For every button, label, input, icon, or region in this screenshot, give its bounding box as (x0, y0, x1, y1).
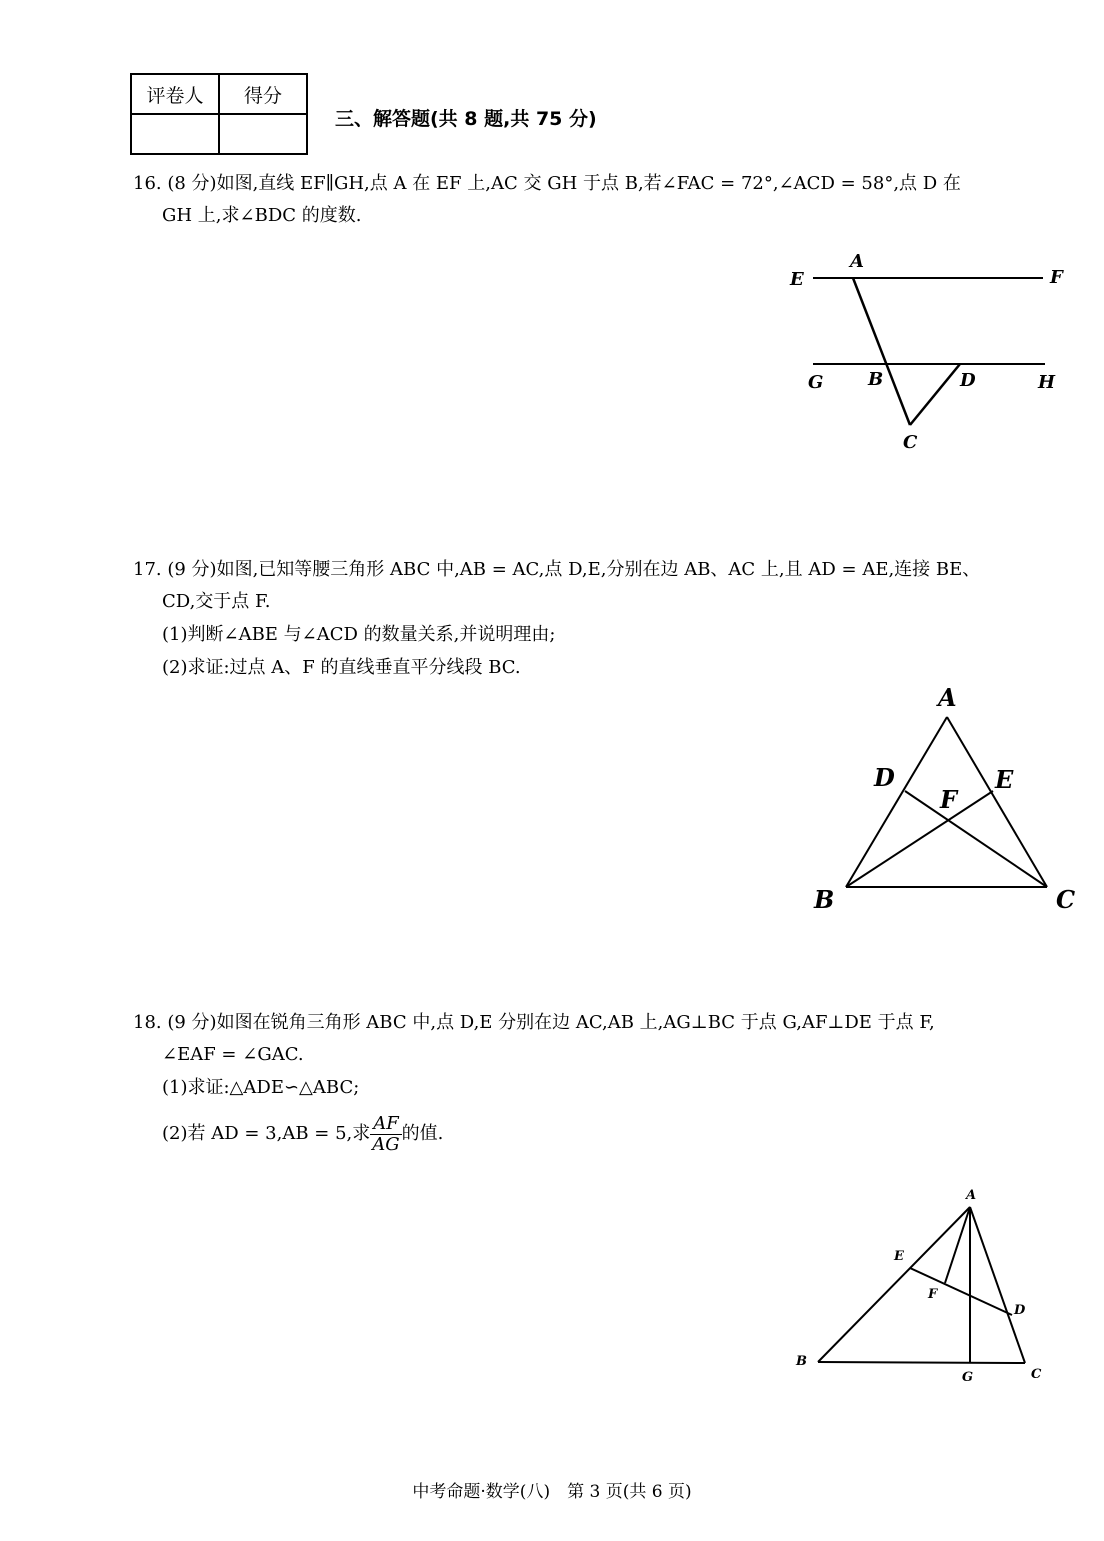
grader-label: 评卷人 (131, 74, 219, 114)
q18-line2: ∠EAF = ∠GAC. (162, 1044, 304, 1065)
label-D: D (960, 370, 976, 391)
label-G: G (962, 1370, 974, 1385)
label-E: E (995, 765, 1014, 794)
q18-part2 (162, 1112, 443, 1156)
q18-part2-suffix: 的值. (401, 1123, 444, 1144)
q17-line1: 17. (9 分)如图,已知等腰三角形 ABC 中,AB = AC,点 D,E,分别在边 AB、AC 上,且 AD = AE,连接 BE、 (133, 559, 981, 580)
label-G: G (808, 372, 824, 393)
score-table (130, 73, 308, 155)
section-title: 三、解答题(共 8 题,共 75 分) (335, 108, 597, 130)
q17-line2: CD,交于点 F. (162, 591, 271, 612)
grader-cell (131, 114, 219, 154)
label-C: C (1056, 885, 1076, 914)
label-A: A (938, 683, 957, 712)
label-F: F (928, 1287, 938, 1302)
label-A: A (850, 251, 864, 272)
q16-line2: GH 上,求∠BDC 的度数. (162, 205, 362, 226)
q18-figure (790, 1180, 1060, 1390)
fraction-denominator: AG (372, 1133, 400, 1155)
label-B: B (796, 1354, 807, 1369)
label-H: H (1038, 372, 1056, 393)
label-B: B (814, 885, 835, 914)
q17-part2: (2)求证:过点 A、F 的直线垂直平分线段 BC. (162, 657, 521, 678)
label-B: B (868, 369, 884, 390)
fraction-af-ag (370, 1114, 401, 1155)
q18-line1: 18. (9 分)如图在锐角三角形 ABC 中,点 D,E 分别在边 AC,AB 上,AG⊥BC 于点 G,AF⊥DE 于点 F, (133, 1012, 935, 1033)
label-F: F (940, 785, 958, 814)
q16-line1: 16. (8 分)如图,直线 EF∥GH,点 A 在 EF 上,AC 交 GH 于点 B,若∠FAC = 72°,∠ACD = 58°,点 D 在 (133, 173, 961, 194)
q16-figure (780, 245, 1080, 460)
page-footer: 中考命题·数学(八) 第 3 页(共 6 页) (412, 1482, 692, 1502)
label-E: E (790, 269, 804, 290)
label-C: C (1031, 1367, 1042, 1382)
q17-figure (800, 680, 1090, 920)
score-label: 得分 (219, 74, 307, 114)
label-A: A (966, 1188, 977, 1203)
q17-part1: (1)判断∠ABE 与∠ACD 的数量关系,并说明理由; (162, 624, 556, 645)
label-F: F (1050, 267, 1063, 288)
label-D: D (874, 763, 895, 792)
score-cell (219, 114, 307, 154)
fraction-numerator: AF (370, 1114, 401, 1135)
q18-part2-prefix: (2)若 AD = 3,AB = 5,求 (162, 1123, 371, 1144)
label-C: C (903, 432, 918, 453)
q18-part1: (1)求证:△ADE∽△ABC; (162, 1077, 360, 1098)
label-D: D (1014, 1303, 1026, 1318)
label-E: E (894, 1249, 904, 1264)
